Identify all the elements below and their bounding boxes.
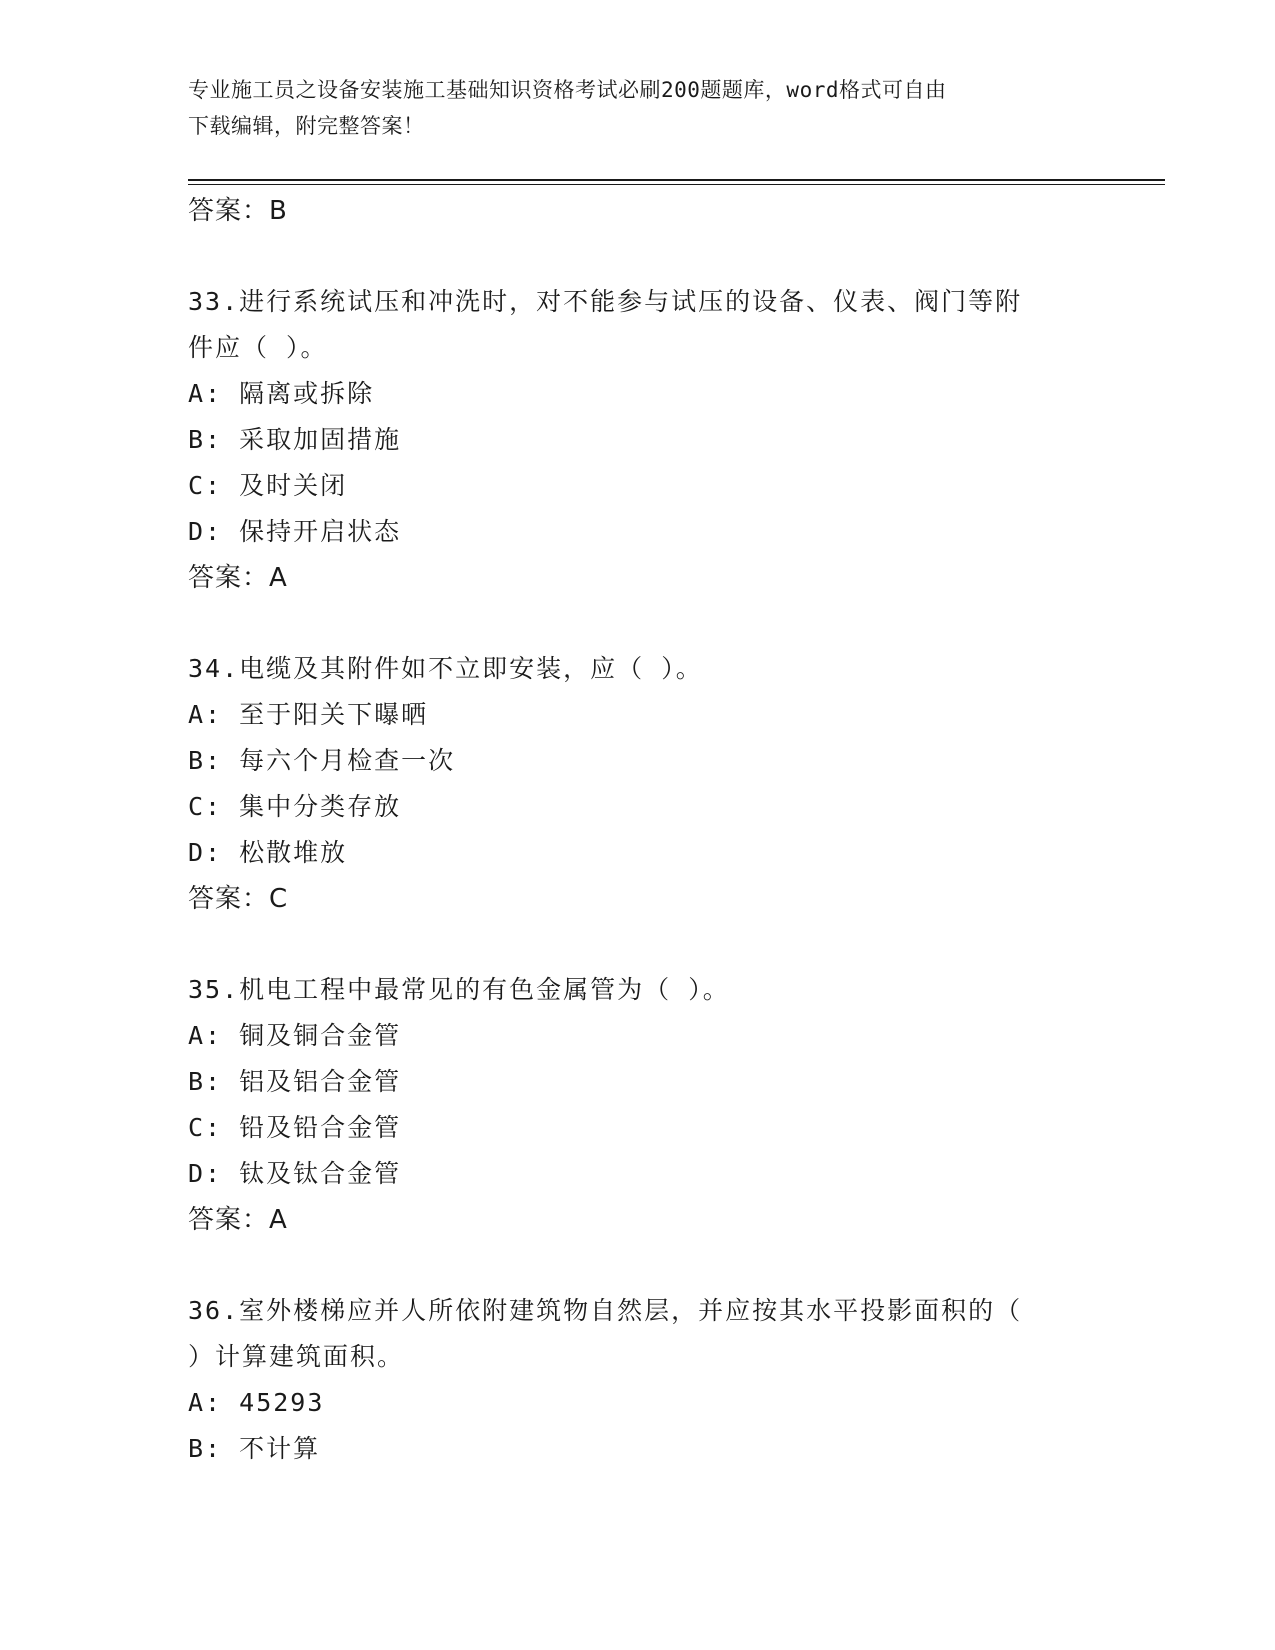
option-b: B: 不计算 <box>188 1434 321 1463</box>
option-a: A: 铜及铜合金管 <box>188 1021 402 1050</box>
option-b: B: 铝及铝合金管 <box>188 1067 402 1096</box>
spacer <box>188 922 1088 967</box>
answer-line: 答案：C <box>188 884 289 914</box>
question-block <box>188 646 1088 922</box>
question-block <box>188 279 1088 601</box>
answer-line: 答案：A <box>188 563 288 593</box>
question-block <box>188 967 1088 1243</box>
option-c: C: 集中分类存放 <box>188 792 402 821</box>
document-header <box>188 72 1088 144</box>
header-divider-thin <box>188 184 1165 185</box>
question-stem: 35.机电工程中最常见的有色金属管为（ ）。 <box>188 975 730 1004</box>
question-stem-continued: ）计算建筑面积。 <box>188 1342 405 1371</box>
question-stem: 36.室外楼梯应并人所依附建筑物自然层，并应按其水平投影面积的（ <box>188 1296 1023 1325</box>
answer-line: 答案：B <box>188 196 288 226</box>
option-b: B: 每六个月检查一次 <box>188 746 456 775</box>
question-stem: 34.电缆及其附件如不立即安装，应（ ）。 <box>188 654 703 683</box>
option-c: C: 铅及铅合金管 <box>188 1113 402 1142</box>
question-stem-continued: 件应（ ）。 <box>188 333 328 362</box>
header-line-2: 下载编辑，附完整答案！ <box>188 114 425 138</box>
question-block <box>188 1288 1088 1472</box>
header-line-1: 专业施工员之设备安装施工基础知识资格考试必刷200题题库，word格式可自由 <box>188 78 947 102</box>
document-body <box>188 188 1088 1472</box>
option-d: D: 钛及钛合金管 <box>188 1159 402 1188</box>
spacer <box>188 601 1088 646</box>
answer-line: 答案：A <box>188 1205 288 1235</box>
spacer <box>188 1243 1088 1288</box>
option-c: C: 及时关闭 <box>188 471 348 500</box>
option-a: A: 隔离或拆除 <box>188 379 375 408</box>
spacer <box>188 234 1088 279</box>
option-b: B: 采取加固措施 <box>188 425 402 454</box>
question-stem: 33.进行系统试压和冲洗时，对不能参与试压的设备、仪表、阀门等附 <box>188 287 1023 316</box>
option-d: D: 保持开启状态 <box>188 517 402 546</box>
option-a: A: 45293 <box>188 1388 325 1417</box>
header-divider-thick <box>188 179 1165 181</box>
option-a: A: 至于阳关下曝晒 <box>188 700 429 729</box>
option-d: D: 松散堆放 <box>188 838 348 867</box>
